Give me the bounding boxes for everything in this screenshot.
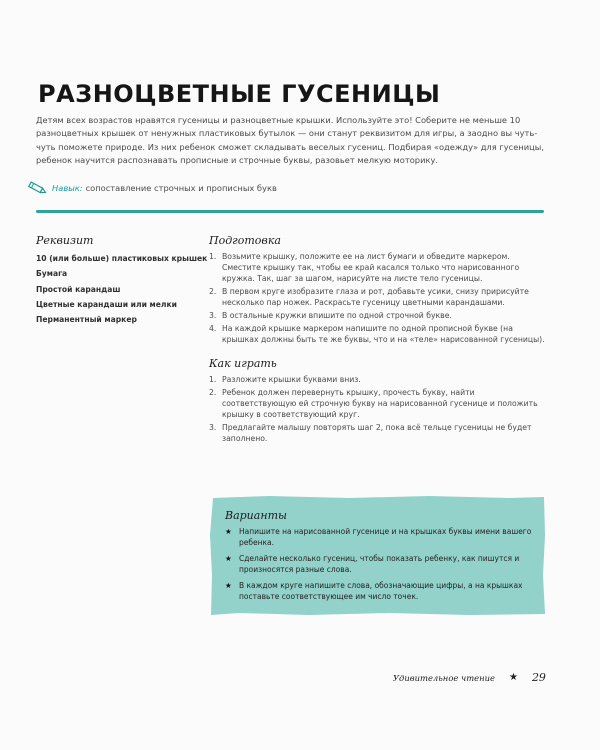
step-number: 1. — [209, 252, 217, 261]
howto-step — [209, 387, 549, 421]
preparation-step — [209, 310, 549, 321]
step-number: 3. — [209, 422, 217, 432]
page-number: 29 — [531, 671, 546, 684]
step-number: 4. — [209, 323, 217, 333]
supply-item: Простой карандаш — [36, 284, 121, 294]
skill-label: Навык: — [52, 183, 83, 193]
step-text: На каждой крышке маркером напишите по одной прописной букве (на крышках должны быть те же буквы, что и на «теле» нарисованной гусеницы). — [222, 323, 545, 344]
supply-item: Перманентный маркер — [36, 315, 137, 325]
step-text: В остальные кружки впишите по одной строчной букве. — [222, 311, 452, 321]
supply-item: Бумага — [36, 269, 68, 279]
variants-box — [209, 495, 546, 616]
variant-text: Напишите на нарисованной гусенице и на крышках буквы имени вашего ребенка. — [239, 527, 532, 548]
variant-text: В каждом круге напишите слова, обозначающие цифры, а на крышках поставьте соответствующее им число точек. — [239, 580, 523, 602]
star-icon: ★ — [225, 527, 232, 536]
supply-item: 10 (или больше) пластиковых крышек — [36, 254, 208, 263]
skill-line — [26, 180, 277, 196]
variant-item — [225, 580, 535, 603]
preparation-step — [209, 323, 549, 345]
star-icon: ★ — [225, 553, 232, 563]
pencil-icon — [26, 180, 48, 196]
step-number: 2. — [209, 387, 217, 397]
section-divider — [36, 210, 544, 213]
howto-section — [209, 357, 549, 444]
star-icon: ★ — [225, 580, 232, 590]
howto-heading: Как играть — [209, 357, 277, 371]
supplies-section — [36, 234, 211, 327]
step-number: 2. — [209, 287, 217, 297]
variant-text: Сделайте несколько гусениц, чтобы показать ребенку, как пишутся и произносятся разные слова. — [239, 553, 520, 575]
howto-step — [209, 374, 549, 385]
preparation-step — [209, 286, 549, 308]
step-number: 3. — [209, 311, 217, 321]
step-text: Разложите крышки буквами вниз. — [222, 375, 361, 385]
page-footer — [393, 671, 546, 684]
step-text: В первом круге изобразите глаза и рот, добавьте усики, снизу пририсуйте несколько пар ножек. Раскрасьте гусеницу цветными карандашами. — [222, 287, 529, 308]
variant-item — [225, 526, 535, 549]
star-icon: ★ — [508, 672, 518, 683]
step-text: Предлагайте малышу повторять шаг 2, пока всё тельце гусеницы не будет заполнено. — [222, 422, 532, 444]
preparation-heading: Подготовка — [209, 234, 281, 247]
preparation-step — [209, 251, 549, 285]
variants-heading: Варианты — [225, 509, 287, 522]
intro-paragraph: Детям всех возрастов нравятся гусеницы и разноцветные крышки. Используйте это! Соберите не меньше 10 разноцветных крышек от ненужных пластиковых бутылок — они станут реквизитом для игры, а заодно вы чуть-чуть поможете природе. Из них ребенок сможет складывать веселых гусениц. Подбирая «одежду» для гусеницы, ребенок научится распознавать прописные и строчные буквы, разовьет мелкую моторику. — [36, 115, 544, 166]
variant-item — [225, 553, 535, 576]
howto-step — [209, 422, 549, 444]
skill-text: сопоставление строчных и прописных букв — [85, 183, 277, 193]
supplies-heading: Реквизит — [36, 234, 94, 247]
step-number: 1. — [209, 375, 217, 385]
supply-item: Цветные карандаши или мелки — [36, 299, 177, 309]
preparation-section — [209, 234, 549, 345]
page-title: РАЗНОЦВЕТНЫЕ ГУСЕНИЦЫ — [38, 80, 441, 108]
instructions-column — [209, 234, 549, 446]
step-text: Возьмите крышку, положите ее на лист бумаги и обведите маркером. Сместите крышку так, чтобы ее край касался только что нарисованного кружка. Так, шаг за шагом, нарисуйте на листе тело гусеницы. — [222, 252, 520, 284]
step-text: Ребенок должен перевернуть крышку, прочесть букву, найти соответствующую ей строчную букву на нарисованной гусенице и положить крышку в соответствующий круг. — [222, 387, 538, 420]
chapter-title: Удивительное чтение — [393, 672, 495, 683]
